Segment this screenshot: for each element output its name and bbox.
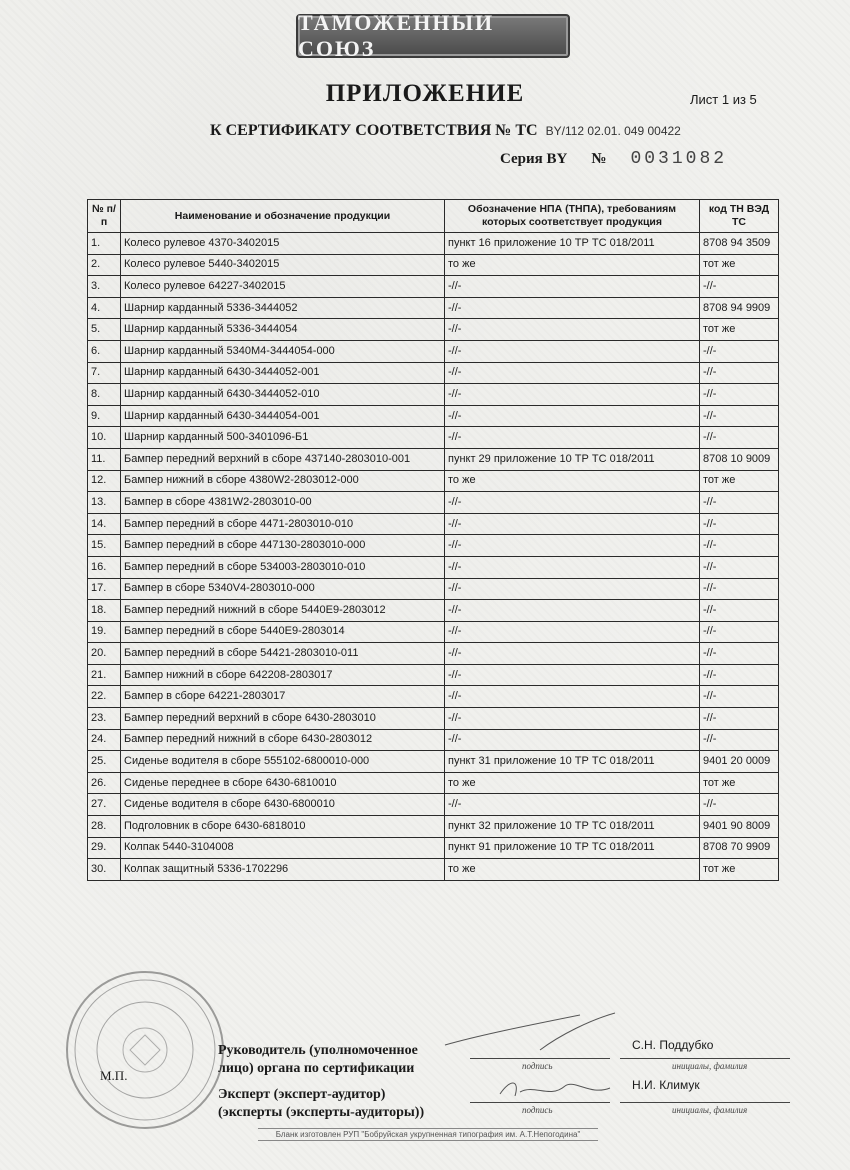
row-product: Колпак 5440-3104008 [121, 837, 445, 859]
row-standard: -//- [445, 578, 700, 600]
row-code: -//- [700, 492, 779, 514]
row-index: 2. [88, 254, 121, 276]
row-product: Сиденье переднее в сборе 6430-6810010 [121, 772, 445, 794]
row-code: -//- [700, 600, 779, 622]
row-code: 8708 10 9009 [700, 448, 779, 470]
row-standard: -//- [445, 621, 700, 643]
expert-sign-caption: подпись [522, 1105, 553, 1115]
table-row [88, 816, 779, 838]
head-label-line2: лицо) органа по сертификации [218, 1061, 415, 1076]
row-index: 9. [88, 405, 121, 427]
row-product: Бампер в сборе 4381W2-2803010-00 [121, 492, 445, 514]
row-product: Шарнир карданный 5340М4-3444054-000 [121, 340, 445, 362]
row-product: Бампер передний в сборе 447130-2803010-000 [121, 535, 445, 557]
row-index: 5. [88, 319, 121, 341]
table-row [88, 513, 779, 535]
row-index: 29. [88, 837, 121, 859]
row-product: Бампер передний в сборе 54421-2803010-011 [121, 643, 445, 665]
row-product: Колесо рулевое 4370-3402015 [121, 233, 445, 255]
row-code: -//- [700, 513, 779, 535]
row-product: Бампер нижний в сборе 4380W2-2803012-000 [121, 470, 445, 492]
row-code: тот же [700, 772, 779, 794]
row-index: 24. [88, 729, 121, 751]
number-label: № [591, 151, 607, 167]
print-footer: Бланк изготовлен РУП "Бобруйская укрупненная типография им. А.Т.Непогодина" [258, 1128, 598, 1141]
row-product: Шарнир карданный 6430-3444052-001 [121, 362, 445, 384]
head-sign-line [470, 1058, 610, 1059]
row-product: Колпак защитный 5336-1702296 [121, 859, 445, 881]
row-product: Бампер передний в сборе 534003-2803010-010 [121, 556, 445, 578]
expert-sign-line [470, 1102, 610, 1103]
head-name-line [620, 1058, 790, 1059]
table-row [88, 837, 779, 859]
row-index: 4. [88, 297, 121, 319]
row-code: 9401 20 0009 [700, 751, 779, 773]
table-row [88, 664, 779, 686]
table-row [88, 297, 779, 319]
table-row [88, 729, 779, 751]
seal-stamp [60, 965, 230, 1135]
certificate-number: BY/112 02.01. 049 00422 [545, 124, 681, 138]
table-row [88, 859, 779, 881]
header-standard: Обозначение НПА (ТНПА), требованиям которых соответствует продукция [445, 200, 700, 233]
row-code: -//- [700, 405, 779, 427]
series-label: Серия BY [500, 151, 568, 167]
table-row [88, 448, 779, 470]
row-code: -//- [700, 535, 779, 557]
row-standard: -//- [445, 643, 700, 665]
row-code: тот же [700, 859, 779, 881]
table-header-row [88, 200, 779, 233]
row-product: Бампер передний нижний в сборе 5440E9-2803012 [121, 600, 445, 622]
expert-name-caption: инициалы, фамилия [672, 1105, 748, 1115]
row-code: -//- [700, 556, 779, 578]
row-standard: -//- [445, 664, 700, 686]
row-standard: -//- [445, 600, 700, 622]
row-code: -//- [700, 621, 779, 643]
row-code: 8708 94 9909 [700, 297, 779, 319]
row-index: 28. [88, 816, 121, 838]
table-row [88, 362, 779, 384]
expert-signatory-label [218, 1086, 424, 1122]
row-code: -//- [700, 340, 779, 362]
row-product: Колесо рулевое 5440-3402015 [121, 254, 445, 276]
head-name-caption: инициалы, фамилия [672, 1061, 748, 1071]
row-product: Бампер передний в сборе 5440E9-2803014 [121, 621, 445, 643]
table-row [88, 427, 779, 449]
row-standard: -//- [445, 427, 700, 449]
row-standard: -//- [445, 405, 700, 427]
row-index: 15. [88, 535, 121, 557]
table-row [88, 621, 779, 643]
row-standard: то же [445, 772, 700, 794]
row-product: Шарнир карданный 5336-3444054 [121, 319, 445, 341]
head-label-line1: Руководитель (уполномоченное [218, 1043, 418, 1058]
products-table [87, 199, 779, 881]
series-line [500, 149, 727, 169]
row-index: 27. [88, 794, 121, 816]
table-row [88, 794, 779, 816]
row-standard: -//- [445, 535, 700, 557]
row-standard: -//- [445, 384, 700, 406]
row-standard: -//- [445, 340, 700, 362]
row-index: 25. [88, 751, 121, 773]
row-standard: пункт 31 приложение 10 ТР ТС 018/2011 [445, 751, 700, 773]
head-sign-caption: подпись [522, 1061, 553, 1071]
row-code: -//- [700, 664, 779, 686]
table-row [88, 233, 779, 255]
row-standard: то же [445, 859, 700, 881]
row-product: Шарнир карданный 6430-3444052-010 [121, 384, 445, 406]
head-signatory-label [218, 1042, 418, 1078]
row-standard: -//- [445, 513, 700, 535]
row-standard: пункт 32 приложение 10 ТР ТС 018/2011 [445, 816, 700, 838]
expert-name: Н.И. Климук [632, 1078, 700, 1092]
row-standard: то же [445, 254, 700, 276]
head-signature [440, 1005, 620, 1055]
table-row [88, 319, 779, 341]
row-code: -//- [700, 729, 779, 751]
expert-label-line2: (эксперты (эксперты-аудиторы)) [218, 1105, 425, 1120]
expert-label-line1: Эксперт (эксперт-аудитор) [218, 1087, 386, 1102]
row-index: 14. [88, 513, 121, 535]
row-code: -//- [700, 686, 779, 708]
row-product: Сиденье водителя в сборе 6430-6800010 [121, 794, 445, 816]
certificate-reference [210, 122, 681, 140]
row-code: тот же [700, 319, 779, 341]
table-row [88, 276, 779, 298]
row-index: 10. [88, 427, 121, 449]
row-product: Бампер передний в сборе 4471-2803010-010 [121, 513, 445, 535]
row-product: Шарнир карданный 500-3401096-Б1 [121, 427, 445, 449]
table-row [88, 751, 779, 773]
row-index: 22. [88, 686, 121, 708]
row-index: 1. [88, 233, 121, 255]
table-row [88, 643, 779, 665]
header-product: Наименование и обозначение продукции [121, 200, 445, 233]
blank-number: 0031082 [630, 149, 728, 169]
table-row [88, 600, 779, 622]
row-code: -//- [700, 276, 779, 298]
row-product: Бампер передний нижний в сборе 6430-2803012 [121, 729, 445, 751]
row-code: -//- [700, 427, 779, 449]
row-standard: -//- [445, 319, 700, 341]
row-code: -//- [700, 708, 779, 730]
row-index: 6. [88, 340, 121, 362]
row-standard: -//- [445, 276, 700, 298]
row-standard: то же [445, 470, 700, 492]
row-product: Колесо рулевое 64227-3402015 [121, 276, 445, 298]
page-title: ПРИЛОЖЕНИЕ [325, 80, 525, 107]
header-index: № п/п [88, 200, 121, 233]
row-index: 3. [88, 276, 121, 298]
row-index: 8. [88, 384, 121, 406]
certificate-label: К СЕРТИФИКАТУ СООТВЕТСТВИЯ № ТС [210, 122, 538, 139]
row-code: 8708 94 3509 [700, 233, 779, 255]
row-index: 20. [88, 643, 121, 665]
table-row [88, 340, 779, 362]
row-code: тот же [700, 254, 779, 276]
table-row [88, 556, 779, 578]
table-row [88, 578, 779, 600]
table-row [88, 492, 779, 514]
row-index: 16. [88, 556, 121, 578]
row-code: 8708 70 9909 [700, 837, 779, 859]
row-standard: -//- [445, 729, 700, 751]
stamp-place-label: М.П. [100, 1068, 128, 1083]
table-row [88, 405, 779, 427]
row-index: 21. [88, 664, 121, 686]
row-index: 30. [88, 859, 121, 881]
row-index: 17. [88, 578, 121, 600]
row-product: Бампер передний верхний в сборе 437140-2803010-001 [121, 448, 445, 470]
row-code: тот же [700, 470, 779, 492]
row-standard: -//- [445, 492, 700, 514]
row-product: Бампер передний верхний в сборе 6430-2803010 [121, 708, 445, 730]
row-index: 13. [88, 492, 121, 514]
sheet-number: Лист 1 из 5 [690, 92, 757, 107]
customs-union-banner [296, 10, 570, 61]
head-name: С.Н. Поддубко [632, 1038, 714, 1052]
row-index: 12. [88, 470, 121, 492]
row-product: Шарнир карданный 6430-3444054-001 [121, 405, 445, 427]
row-index: 23. [88, 708, 121, 730]
row-code: -//- [700, 794, 779, 816]
row-index: 26. [88, 772, 121, 794]
row-product: Бампер в сборе 5340V4-2803010-000 [121, 578, 445, 600]
row-standard: -//- [445, 297, 700, 319]
row-standard: пункт 29 приложение 10 ТР ТС 018/2011 [445, 448, 700, 470]
table-row [88, 686, 779, 708]
table-row [88, 708, 779, 730]
row-code: -//- [700, 362, 779, 384]
row-standard: -//- [445, 556, 700, 578]
table-row [88, 470, 779, 492]
row-index: 19. [88, 621, 121, 643]
table-row [88, 384, 779, 406]
row-product: Бампер нижний в сборе 642208-2803017 [121, 664, 445, 686]
row-code: -//- [700, 643, 779, 665]
row-product: Подголовник в сборе 6430-6818010 [121, 816, 445, 838]
row-product: Шарнир карданный 5336-3444052 [121, 297, 445, 319]
expert-signature [495, 1074, 615, 1104]
row-index: 11. [88, 448, 121, 470]
row-index: 7. [88, 362, 121, 384]
table-row [88, 772, 779, 794]
table-row [88, 535, 779, 557]
row-standard: -//- [445, 794, 700, 816]
row-product: Сиденье водителя в сборе 555102-6800010-000 [121, 751, 445, 773]
row-standard: -//- [445, 686, 700, 708]
row-standard: пункт 91 приложение 10 ТР ТС 018/2011 [445, 837, 700, 859]
header-code: код ТН ВЭД ТС [700, 200, 779, 233]
row-standard: -//- [445, 362, 700, 384]
table-row [88, 254, 779, 276]
row-code: -//- [700, 384, 779, 406]
row-code: 9401 90 8009 [700, 816, 779, 838]
row-standard: -//- [445, 708, 700, 730]
banner-text: ТАМОЖЕННЫЙ СОЮЗ [298, 10, 495, 61]
expert-name-line [620, 1102, 790, 1103]
row-product: Бампер в сборе 64221-2803017 [121, 686, 445, 708]
row-standard: пункт 16 приложение 10 ТР ТС 018/2011 [445, 233, 700, 255]
row-code: -//- [700, 578, 779, 600]
row-index: 18. [88, 600, 121, 622]
